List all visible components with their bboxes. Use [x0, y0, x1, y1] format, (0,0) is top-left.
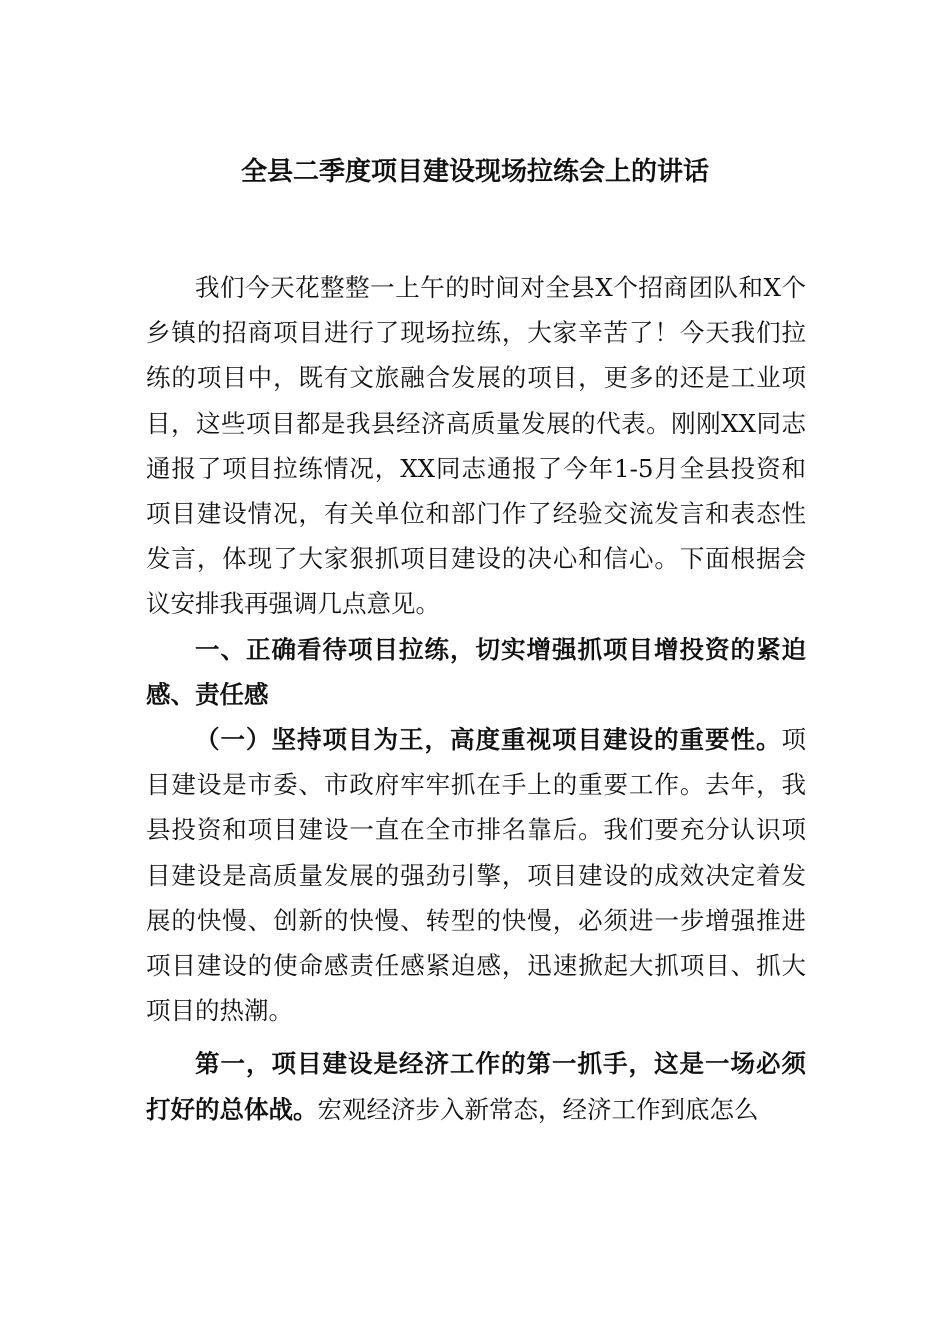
subsection-lead: （一）坚持项目为王，高度重视项目建设的重要性。 [195, 725, 782, 755]
point-lead: 第一，项目建设是经济工作的第一抓手，这是一场必须打好的总体战。 [146, 1049, 806, 1124]
paragraph-text: 我们今天花整整一上午的时间对全县X个招商团队和X个乡镇的招商项目进行了现场拉练，大家辛苦了！今天我们拉练的项目中，既有文旅融合发展的项目，更多的还是工业项目，这些项目都是我县经济高质量发展的代表。刚刚XX同志通报了项目拉练情况，XX同志通报了今年1-5月全县投资和项目建设情况，有关单位和部门作了经验交流发言和表态性发言，体现了大家狠抓项目建设的决心和信心。下面根据会议安排我再强调几点意见。 [146, 273, 806, 619]
paragraph-text: 宏观经济步入新常态，经济工作到底怎么 [317, 1094, 759, 1124]
paragraph-intro [146, 265, 806, 627]
heading-text: 一、正确看待项目拉练，切实增强抓项目增投资的紧迫感、责任感 [146, 634, 806, 709]
section-heading-1 [146, 627, 806, 717]
paragraph-point-1 [146, 1041, 806, 1131]
paragraph-subsection-1 [146, 717, 806, 1033]
document-body [146, 265, 806, 1132]
document-title: 全县二季度项目建设现场拉练会上的讲话 [240, 157, 709, 187]
paragraph-text: 项目建设是市委、市政府牢牢抓在手上的重要工作。去年，我县投资和项目建设一直在全市排名靠后。我们要充分认识项目建设是高质量发展的强劲引擎，项目建设的成效决定着发展的快慢、创新的快慢、转型的快慢，必须进一步增强推进项目建设的使命感责任感紧迫感，迅速掀起大抓项目、抓大项目的热潮。 [146, 725, 806, 1026]
